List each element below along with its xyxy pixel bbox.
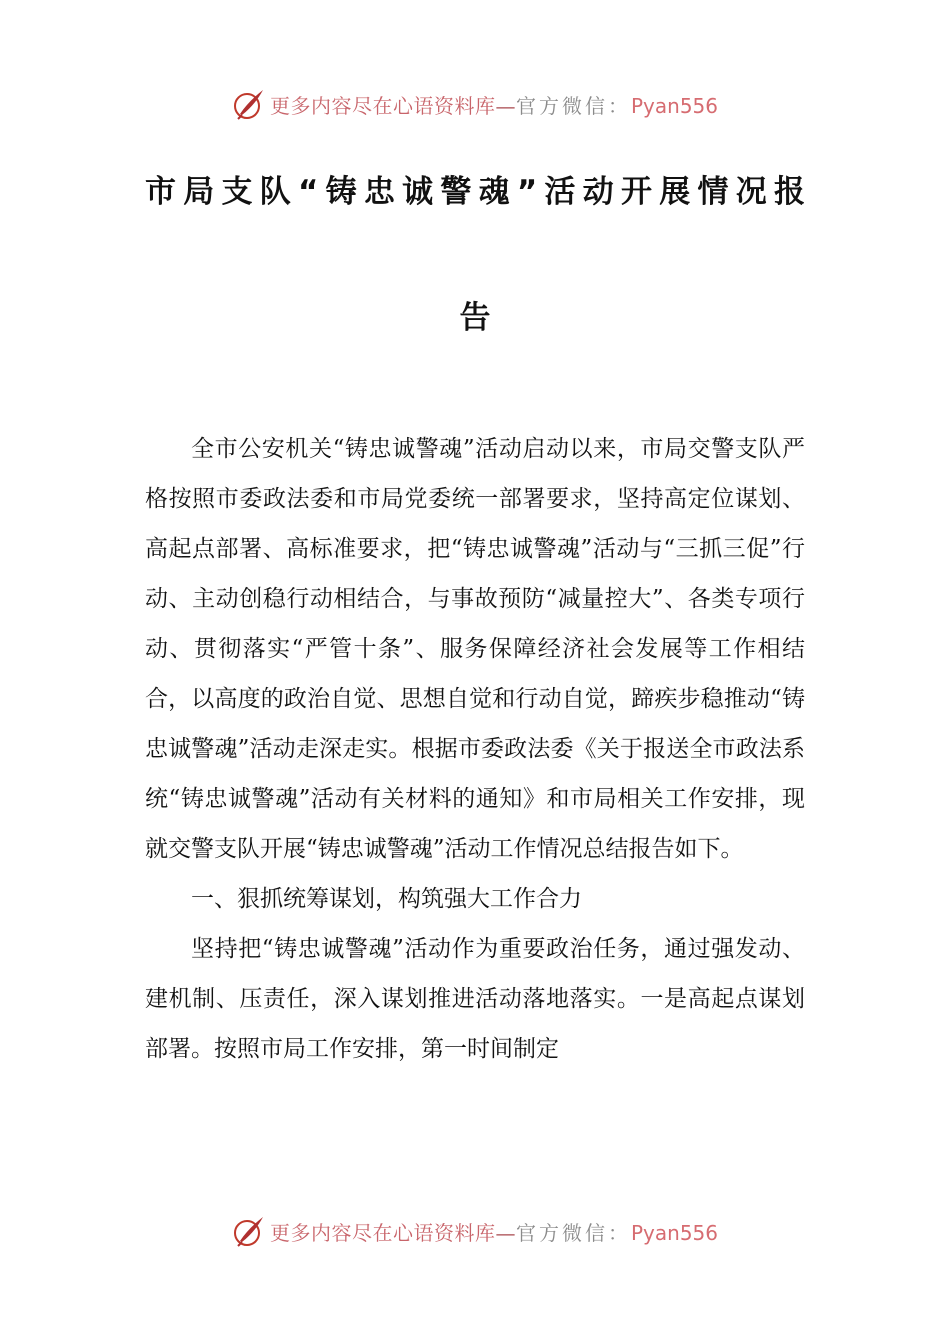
watermark-sub: 官方微信： bbox=[515, 93, 631, 118]
document-title-line2: 告 bbox=[459, 300, 491, 336]
document-title-line1: 市局支队“铸忠诚警魂”活动开展情况报 bbox=[145, 174, 805, 210]
watermark-text bbox=[270, 1217, 718, 1246]
paragraph-intro: 全市公安机关“铸忠诚警魂”活动启动以来，市局交警支队严格按照市委政法委和市局党委统一部署要求，坚持高定位谋划、高起点部署、高标准要求，把“铸忠诚警魂”活动与“三抓三促”行动、主动创稳行动相结合，与事故预防“减量控大”、各类专项行动、贯彻落实“严管十条”、服务保障经济社会发展等工作相结合，以高度的政治自觉、思想自觉和行动自觉，蹄疾步稳推动“铸忠诚警魂”活动走深走实。根据市委政法委《关于报送全市政法系统“铸忠诚警魂”活动有关材料的通知》和市局相关工作安排，现就交警支队开展“铸忠诚警魂”活动工作情况总结报告如下。 bbox=[145, 436, 805, 862]
watermark-dash: — bbox=[495, 1220, 516, 1245]
watermark-header bbox=[0, 84, 950, 124]
watermark-main: 更多内容尽在心语资料库 bbox=[269, 93, 496, 118]
watermark-text bbox=[270, 90, 718, 119]
document-body bbox=[145, 424, 805, 1074]
watermark-footer bbox=[0, 1211, 950, 1251]
section-heading-1: 一、狠抓统筹谋划，构筑强大工作合力 bbox=[191, 886, 582, 912]
quill-logo-icon bbox=[232, 1214, 266, 1248]
watermark-id: Pyan556 bbox=[630, 93, 718, 118]
quill-logo-icon bbox=[232, 87, 266, 121]
watermark-main: 更多内容尽在心语资料库 bbox=[269, 1220, 496, 1245]
watermark-dash: — bbox=[495, 93, 516, 118]
watermark-id: Pyan556 bbox=[630, 1220, 718, 1245]
paragraph-section-1: 坚持把“铸忠诚警魂”活动作为重要政治任务，通过强发动、建机制、压责任，深入谋划推进活动落地落实。一是高起点谋划部署。按照市局工作安排，第一时间制定 bbox=[145, 936, 805, 1062]
watermark-sub: 官方微信： bbox=[515, 1220, 631, 1245]
